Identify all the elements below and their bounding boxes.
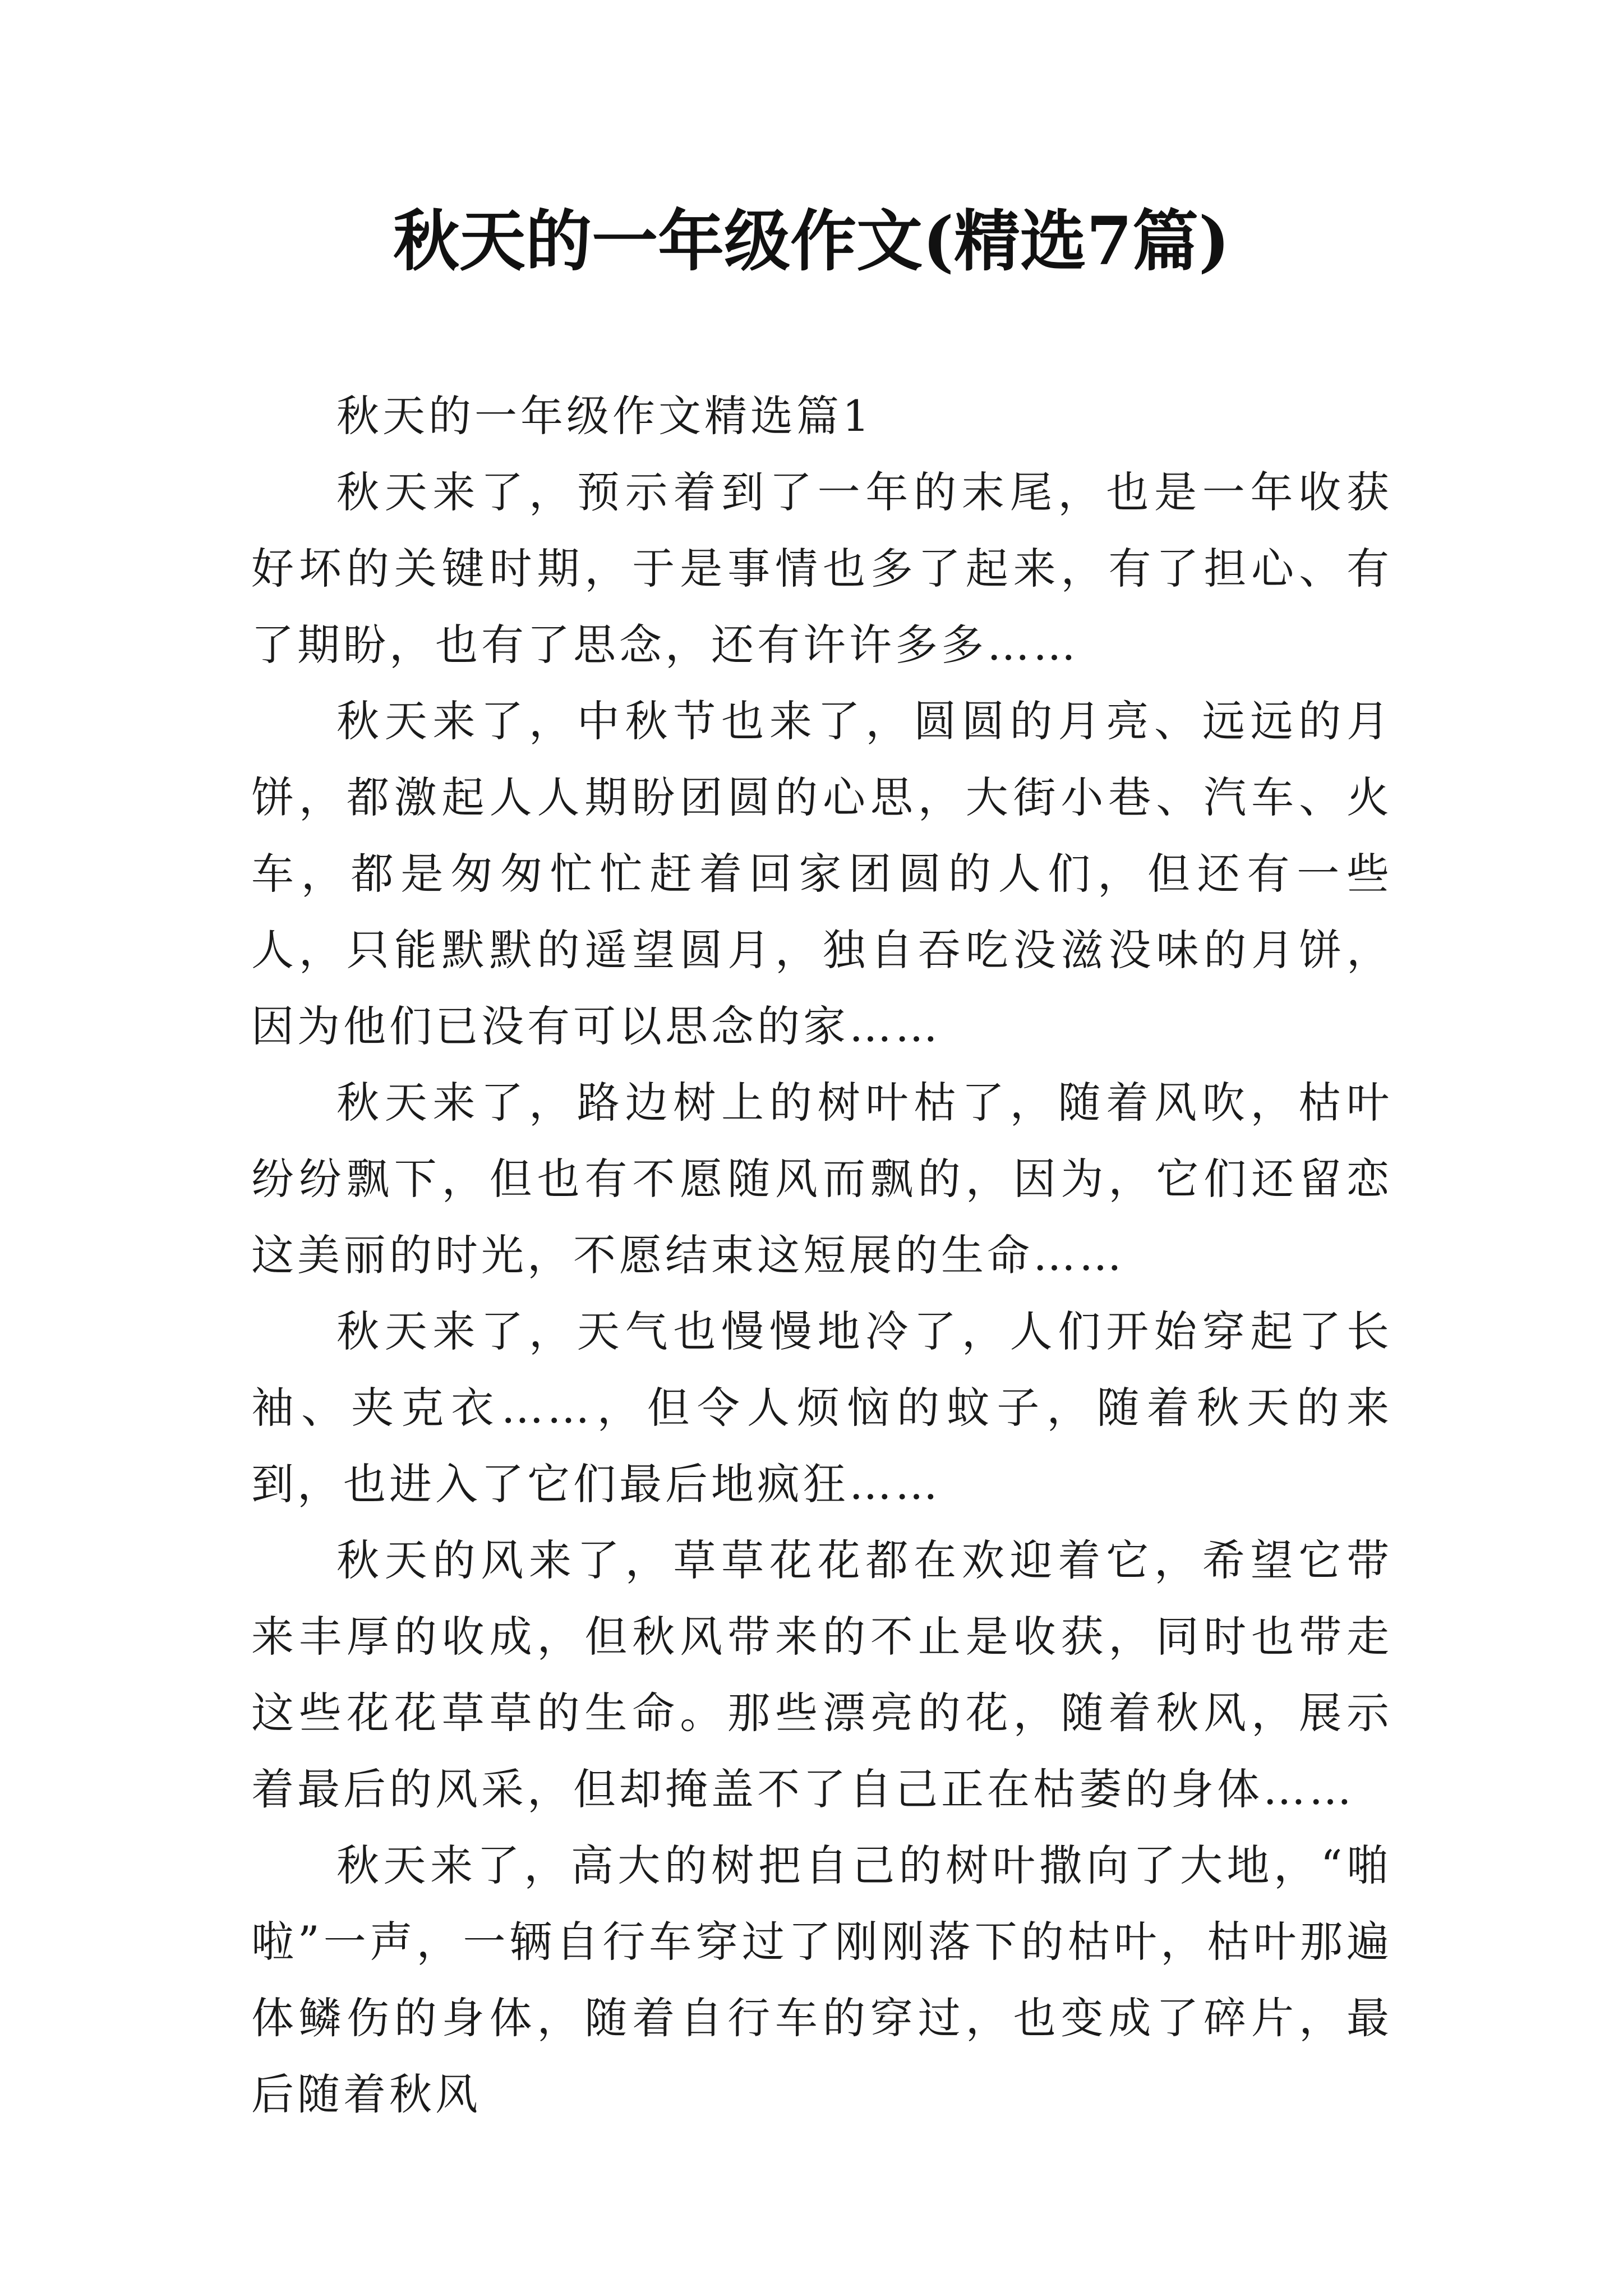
document-title: 秋天的一年级作文(精选7篇) bbox=[393, 202, 1230, 280]
section-heading: 秋天的一年级作文精选篇1 bbox=[336, 391, 873, 441]
paragraph-4: 秋天来了，天气也慢慢地冷了，人们开始穿起了长袖、夹克衣……，但令人烦恼的蚊子，随着秋天的来到，也进入了它们最后地疯狂…… bbox=[251, 1306, 1393, 1509]
paragraph-5: 秋天的风来了，草草花花都在欢迎着它，希望它带来丰厚的收成，但秋风带来的不止是收获，同时也带走这些花花草草的生命。那些漂亮的花，随着秋风，展示着最后的风采，但却掩盖不了自己正在枯萎的身体…… bbox=[251, 1535, 1393, 1814]
paragraph-3: 秋天来了，路边树上的树叶枯了，随着风吹，枯叶纷纷飘下，但也有不愿随风而飘的，因为，它们还留恋这美丽的时光，不愿结束这短展的生命…… bbox=[251, 1078, 1393, 1280]
paragraph-2: 秋天来了，中秋节也来了，圆圆的月亮、远远的月饼，都激起人人期盼团圆的心思，大街小巷、汽车、火车，都是匆匆忙忙赶着回家团圆的人们，但还有一些人，只能默默的遥望圆月，独自吞吃没滋没味的月饼，因为他们已没有可以思念的家…… bbox=[251, 696, 1393, 1051]
paragraph-1: 秋天来了，预示着到了一年的末尾，也是一年收获好坏的关键时期，于是事情也多了起来，有了担心、有了期盼，也有了思念，还有许许多多…… bbox=[251, 467, 1393, 670]
paragraph-6: 秋天来了，高大的树把自己的树叶撒向了大地，“啪啦”一声，一辆自行车穿过了刚刚落下的枯叶，枯叶那遍体鳞伤的身体，随着自行车的穿过，也变成了碎片，最后随着秋风 bbox=[251, 1841, 1393, 2119]
document-body bbox=[251, 378, 1393, 2133]
